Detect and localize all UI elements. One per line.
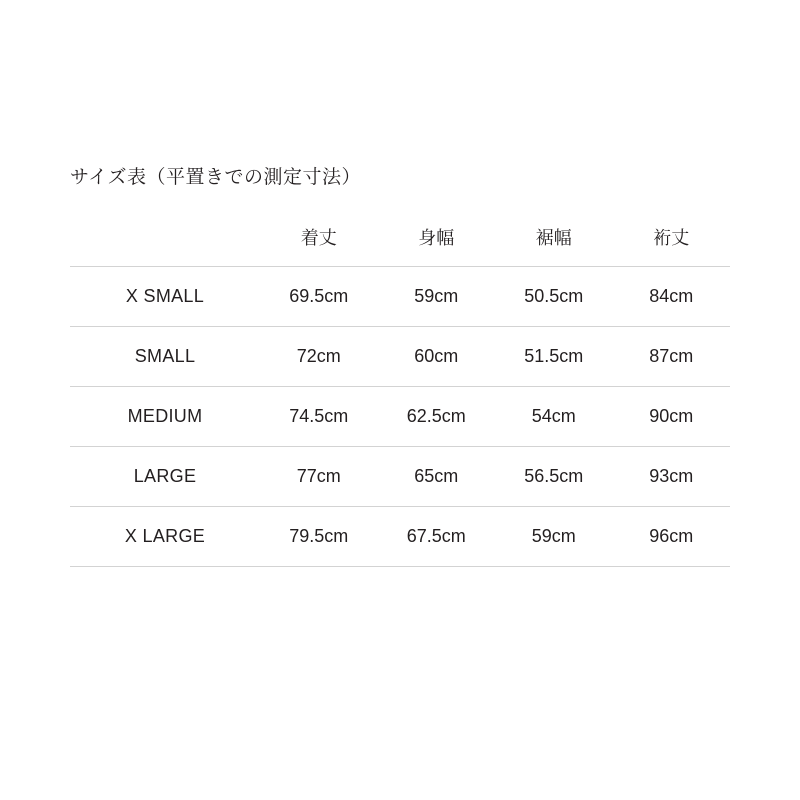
cell-length: 74.5cm [260,387,378,447]
row-label: X LARGE [70,507,260,567]
cell-hem-width: 54cm [495,387,613,447]
cell-width: 60cm [378,327,496,387]
cell-width: 62.5cm [378,387,496,447]
cell-length: 69.5cm [260,267,378,327]
cell-width: 59cm [378,267,496,327]
table-row [70,327,730,387]
cell-width: 67.5cm [378,507,496,567]
cell-hem-width: 56.5cm [495,447,613,507]
cell-width: 65cm [378,447,496,507]
column-header-width: 身幅 [418,228,455,248]
row-label: SMALL [70,327,260,387]
table-header-row [70,214,730,267]
cell-sleeve-length: 93cm [613,447,731,507]
table-header [70,214,730,267]
table-body [70,267,730,567]
table-row [70,447,730,507]
cell-sleeve-length: 84cm [613,267,731,327]
row-label: X SMALL [70,267,260,327]
cell-sleeve-length: 90cm [613,387,731,447]
size-table [70,214,730,567]
cell-hem-width: 50.5cm [495,267,613,327]
row-label: MEDIUM [70,387,260,447]
cell-sleeve-length: 87cm [613,327,731,387]
cell-length: 72cm [260,327,378,387]
row-label: LARGE [70,447,260,507]
column-header-length: 着丈 [300,228,337,248]
cell-hem-width: 51.5cm [495,327,613,387]
cell-hem-width: 59cm [495,507,613,567]
column-header-hem-width: 裾幅 [535,228,572,248]
table-row [70,387,730,447]
table-row [70,267,730,327]
column-header-size [70,214,260,267]
cell-sleeve-length: 96cm [613,507,731,567]
page-title: サイズ表（平置きでの測定寸法） [70,167,361,188]
column-header-sleeve-length: 裄丈 [653,228,690,248]
table-row [70,507,730,567]
cell-length: 77cm [260,447,378,507]
cell-length: 79.5cm [260,507,378,567]
